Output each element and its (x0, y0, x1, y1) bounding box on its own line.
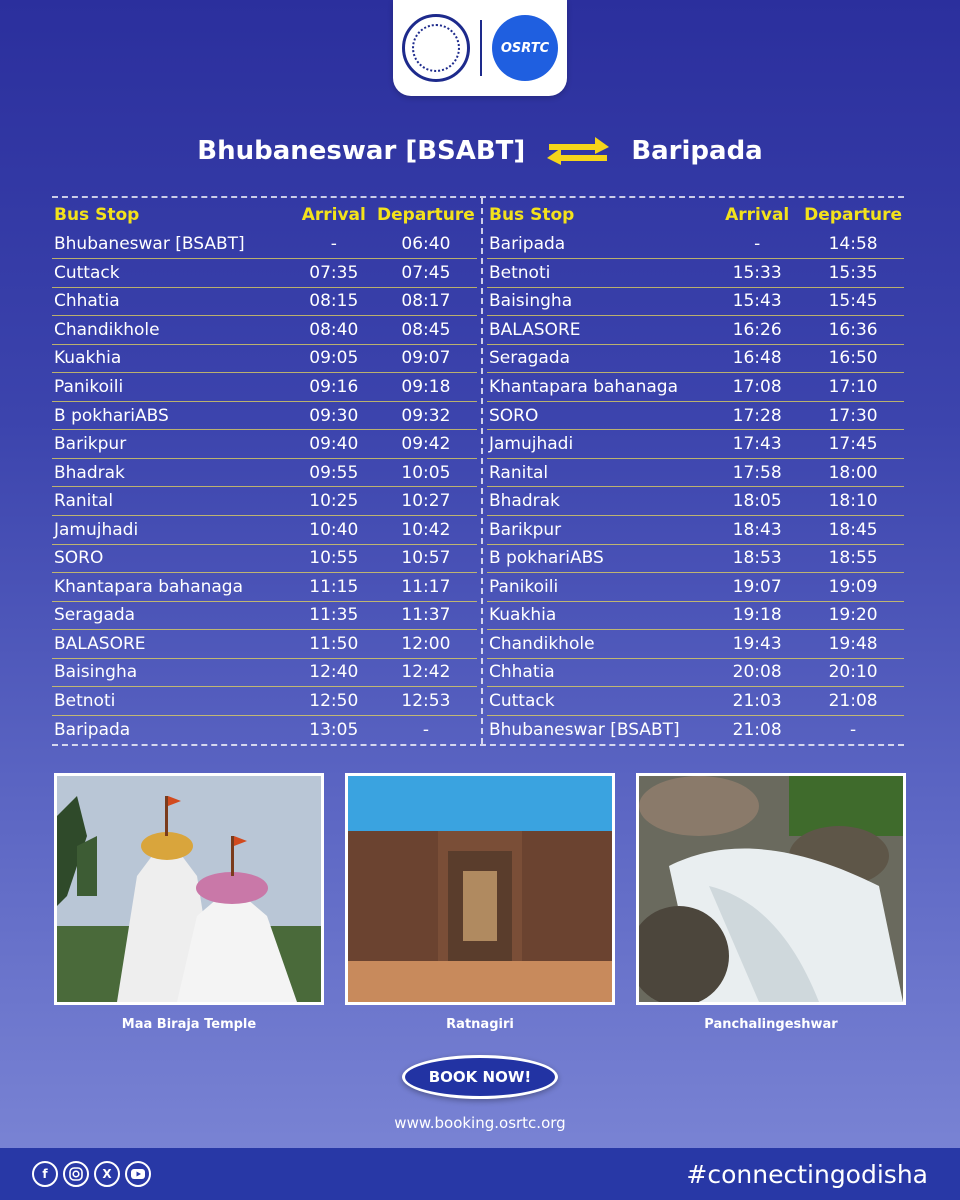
arrival-time: 17:28 (712, 401, 802, 430)
arrival-time: 19:07 (712, 573, 802, 602)
stop-name: Baripada (487, 230, 712, 259)
table-row (52, 573, 477, 602)
departure-time: 09:07 (375, 344, 477, 373)
column-header-arrival: Arrival (301, 205, 366, 225)
departure-time: 07:45 (375, 259, 477, 288)
stop-name: BALASORE (52, 630, 293, 659)
arrival-time: 19:18 (712, 601, 802, 630)
logo-card (393, 0, 567, 96)
departure-time: 17:30 (802, 401, 904, 430)
stop-name: B pokhariABS (487, 544, 712, 573)
departure-time: - (422, 719, 429, 740)
arrival-time: 12:40 (293, 658, 375, 687)
arrival-time: 09:05 (293, 344, 375, 373)
stop-name: Chandikhole (52, 316, 293, 345)
x-icon[interactable]: X (94, 1161, 120, 1187)
table-row (52, 401, 477, 430)
table-row (487, 658, 904, 687)
odisha-emblem-icon (402, 14, 470, 82)
departure-time: 17:45 (802, 430, 904, 459)
osrtc-logo-text: OSRTC (500, 40, 550, 56)
column-header-stop: Bus Stop (488, 205, 575, 225)
stop-name: Panikoili (487, 573, 712, 602)
departure-time: 15:35 (802, 259, 904, 288)
departure-time: 19:09 (802, 573, 904, 602)
arrival-time: 09:16 (293, 373, 375, 402)
outbound-table (52, 198, 477, 744)
table-row (487, 715, 904, 744)
column-header-departure: Departure (804, 205, 902, 225)
place-card (345, 773, 615, 1032)
stop-name: Barikpur (487, 515, 712, 544)
departure-time: 10:42 (375, 515, 477, 544)
arrival-time: 08:40 (293, 316, 375, 345)
stop-name: Cuttack (487, 687, 712, 716)
departure-time: 12:00 (375, 630, 477, 659)
arrival-time: 10:25 (293, 487, 375, 516)
stop-name: Ranital (487, 458, 712, 487)
departure-time: 19:48 (802, 630, 904, 659)
table-row (52, 544, 477, 573)
arrival-time: 21:08 (732, 719, 782, 740)
route-title (0, 134, 960, 168)
table-row (487, 259, 904, 288)
table-row (487, 601, 904, 630)
arrival-time: 17:08 (712, 373, 802, 402)
logo-divider (480, 20, 482, 76)
hashtag: #connectingodisha (686, 1159, 928, 1189)
stop-name: Baisingha (487, 287, 712, 316)
table-row (52, 687, 477, 716)
table-row (52, 316, 477, 345)
stop-name: Bhubaneswar [BSABT] (52, 230, 293, 259)
stop-name: SORO (487, 401, 712, 430)
return-header-row (487, 198, 904, 230)
arrival-time: 18:53 (712, 544, 802, 573)
table-row (52, 259, 477, 288)
arrival-time: 11:50 (293, 630, 375, 659)
departure-time: - (850, 719, 857, 740)
stop-name: Betnoti (52, 687, 293, 716)
arrival-time: 17:58 (712, 458, 802, 487)
table-row (52, 630, 477, 659)
arrival-time: 17:43 (712, 430, 802, 459)
departure-time: 10:05 (375, 458, 477, 487)
table-row (52, 715, 477, 744)
departure-time: 12:53 (375, 687, 477, 716)
arrival-time: 15:43 (712, 287, 802, 316)
table-row (487, 687, 904, 716)
arrival-time: 19:43 (712, 630, 802, 659)
footer (0, 1148, 960, 1200)
arrival-time: - (293, 230, 375, 259)
waterfall-photo (636, 773, 906, 1005)
arrival-time: 16:48 (712, 344, 802, 373)
swap-arrows-icon (545, 134, 611, 168)
arrival-time: 15:33 (712, 259, 802, 288)
table-row (52, 601, 477, 630)
stop-name: Panikoili (52, 373, 293, 402)
place-caption: Panchalingeshwar (704, 1017, 838, 1032)
stop-name: Jamujhadi (487, 430, 712, 459)
arrival-time: 08:15 (293, 287, 375, 316)
table-row (487, 344, 904, 373)
departure-time: 11:17 (375, 573, 477, 602)
arrival-time: 16:26 (712, 316, 802, 345)
stop-name: Baisingha (52, 658, 293, 687)
departure-time: 08:45 (375, 316, 477, 345)
stop-name: Khantapara bahanaga (487, 373, 712, 402)
departure-time: 18:00 (802, 458, 904, 487)
table-row (487, 573, 904, 602)
stop-name: Chhatia (52, 287, 293, 316)
departure-time: 10:27 (375, 487, 477, 516)
departure-time: 19:20 (802, 601, 904, 630)
osrtc-logo (492, 15, 558, 81)
arrival-time: 09:55 (293, 458, 375, 487)
arrival-time: 09:40 (293, 430, 375, 459)
arrival-time: 18:43 (712, 515, 802, 544)
column-header-stop: Bus Stop (54, 205, 140, 225)
departure-time: 06:40 (375, 230, 477, 259)
stop-name: Seragada (487, 344, 712, 373)
stop-name: Chandikhole (487, 630, 712, 659)
route-destination: Baripada (631, 136, 763, 166)
arrival-time: 09:30 (293, 401, 375, 430)
column-header-departure: Departure (377, 205, 475, 225)
departure-time: 09:18 (375, 373, 477, 402)
place-card (636, 773, 906, 1032)
arrival-time: 12:50 (293, 687, 375, 716)
stop-name: Baripada (54, 719, 131, 740)
table-row (52, 430, 477, 459)
arrival-time: 07:35 (293, 259, 375, 288)
place-caption: Ratnagiri (446, 1017, 514, 1032)
stop-name: Cuttack (52, 259, 293, 288)
booking-url-link[interactable]: www.booking.osrtc.org (394, 1114, 566, 1132)
arrival-time: - (712, 230, 802, 259)
stop-name: SORO (52, 544, 293, 573)
table-row (52, 487, 477, 516)
table-row (52, 458, 477, 487)
book-now-button[interactable]: BOOK NOW! (402, 1055, 558, 1099)
arrival-time: 18:05 (712, 487, 802, 516)
arrival-time: 10:55 (293, 544, 375, 573)
stop-name: Khantapara bahanaga (52, 573, 293, 602)
departure-time: 10:57 (375, 544, 477, 573)
table-row (487, 630, 904, 659)
youtube-icon[interactable] (125, 1161, 151, 1187)
table-row (487, 515, 904, 544)
table-row (52, 658, 477, 687)
route-origin: Bhubaneswar [BSABT] (197, 136, 526, 166)
departure-time: 16:50 (802, 344, 904, 373)
stop-name: Bhadrak (52, 458, 293, 487)
arrival-time: 13:05 (309, 719, 359, 740)
stop-name: Kuakhia (487, 601, 712, 630)
departure-time: 12:42 (375, 658, 477, 687)
instagram-icon[interactable] (63, 1161, 89, 1187)
place-card (54, 773, 324, 1032)
outbound-header-row (52, 198, 477, 230)
temple-photo (54, 773, 324, 1005)
table-row (52, 230, 477, 259)
stop-name: BALASORE (487, 316, 712, 345)
departure-time: 11:37 (375, 601, 477, 630)
arrival-time: 21:03 (712, 687, 802, 716)
social-links (32, 1161, 151, 1187)
schedule-table (52, 196, 904, 746)
table-row (487, 544, 904, 573)
place-caption: Maa Biraja Temple (121, 1017, 257, 1032)
stop-name: Barikpur (52, 430, 293, 459)
table-row (487, 401, 904, 430)
departure-time: 20:10 (802, 658, 904, 687)
table-row (487, 230, 904, 259)
arrival-time: 20:08 (712, 658, 802, 687)
table-row (52, 287, 477, 316)
departure-time: 14:58 (802, 230, 904, 259)
table-row (487, 430, 904, 459)
departure-time: 09:42 (375, 430, 477, 459)
departure-time: 18:10 (802, 487, 904, 516)
departure-time: 09:32 (375, 401, 477, 430)
facebook-icon[interactable]: f (32, 1161, 58, 1187)
departure-time: 17:10 (802, 373, 904, 402)
stop-name: Bhadrak (487, 487, 712, 516)
stop-name: Seragada (52, 601, 293, 630)
table-row (487, 287, 904, 316)
column-divider (481, 198, 483, 744)
ratnagiri-photo (345, 773, 615, 1005)
stop-name: Betnoti (487, 259, 712, 288)
table-row (52, 344, 477, 373)
tourist-places (54, 773, 906, 1035)
departure-time: 21:08 (802, 687, 904, 716)
column-header-arrival: Arrival (725, 205, 790, 225)
stop-name: Ranital (52, 487, 293, 516)
stop-name: B pokhariABS (52, 401, 293, 430)
arrival-time: 11:35 (293, 601, 375, 630)
table-row (487, 458, 904, 487)
departure-time: 18:45 (802, 515, 904, 544)
departure-time: 15:45 (802, 287, 904, 316)
departure-time: 18:55 (802, 544, 904, 573)
table-row (487, 373, 904, 402)
table-row (52, 515, 477, 544)
arrival-time: 10:40 (293, 515, 375, 544)
stop-name: Chhatia (487, 658, 712, 687)
stop-name: Bhubaneswar [BSABT] (488, 719, 680, 740)
departure-time: 08:17 (375, 287, 477, 316)
table-row (487, 316, 904, 345)
departure-time: 16:36 (802, 316, 904, 345)
arrival-time: 11:15 (293, 573, 375, 602)
table-row (52, 373, 477, 402)
stop-name: Jamujhadi (52, 515, 293, 544)
stop-name: Kuakhia (52, 344, 293, 373)
return-table (487, 198, 904, 744)
table-row (487, 487, 904, 516)
